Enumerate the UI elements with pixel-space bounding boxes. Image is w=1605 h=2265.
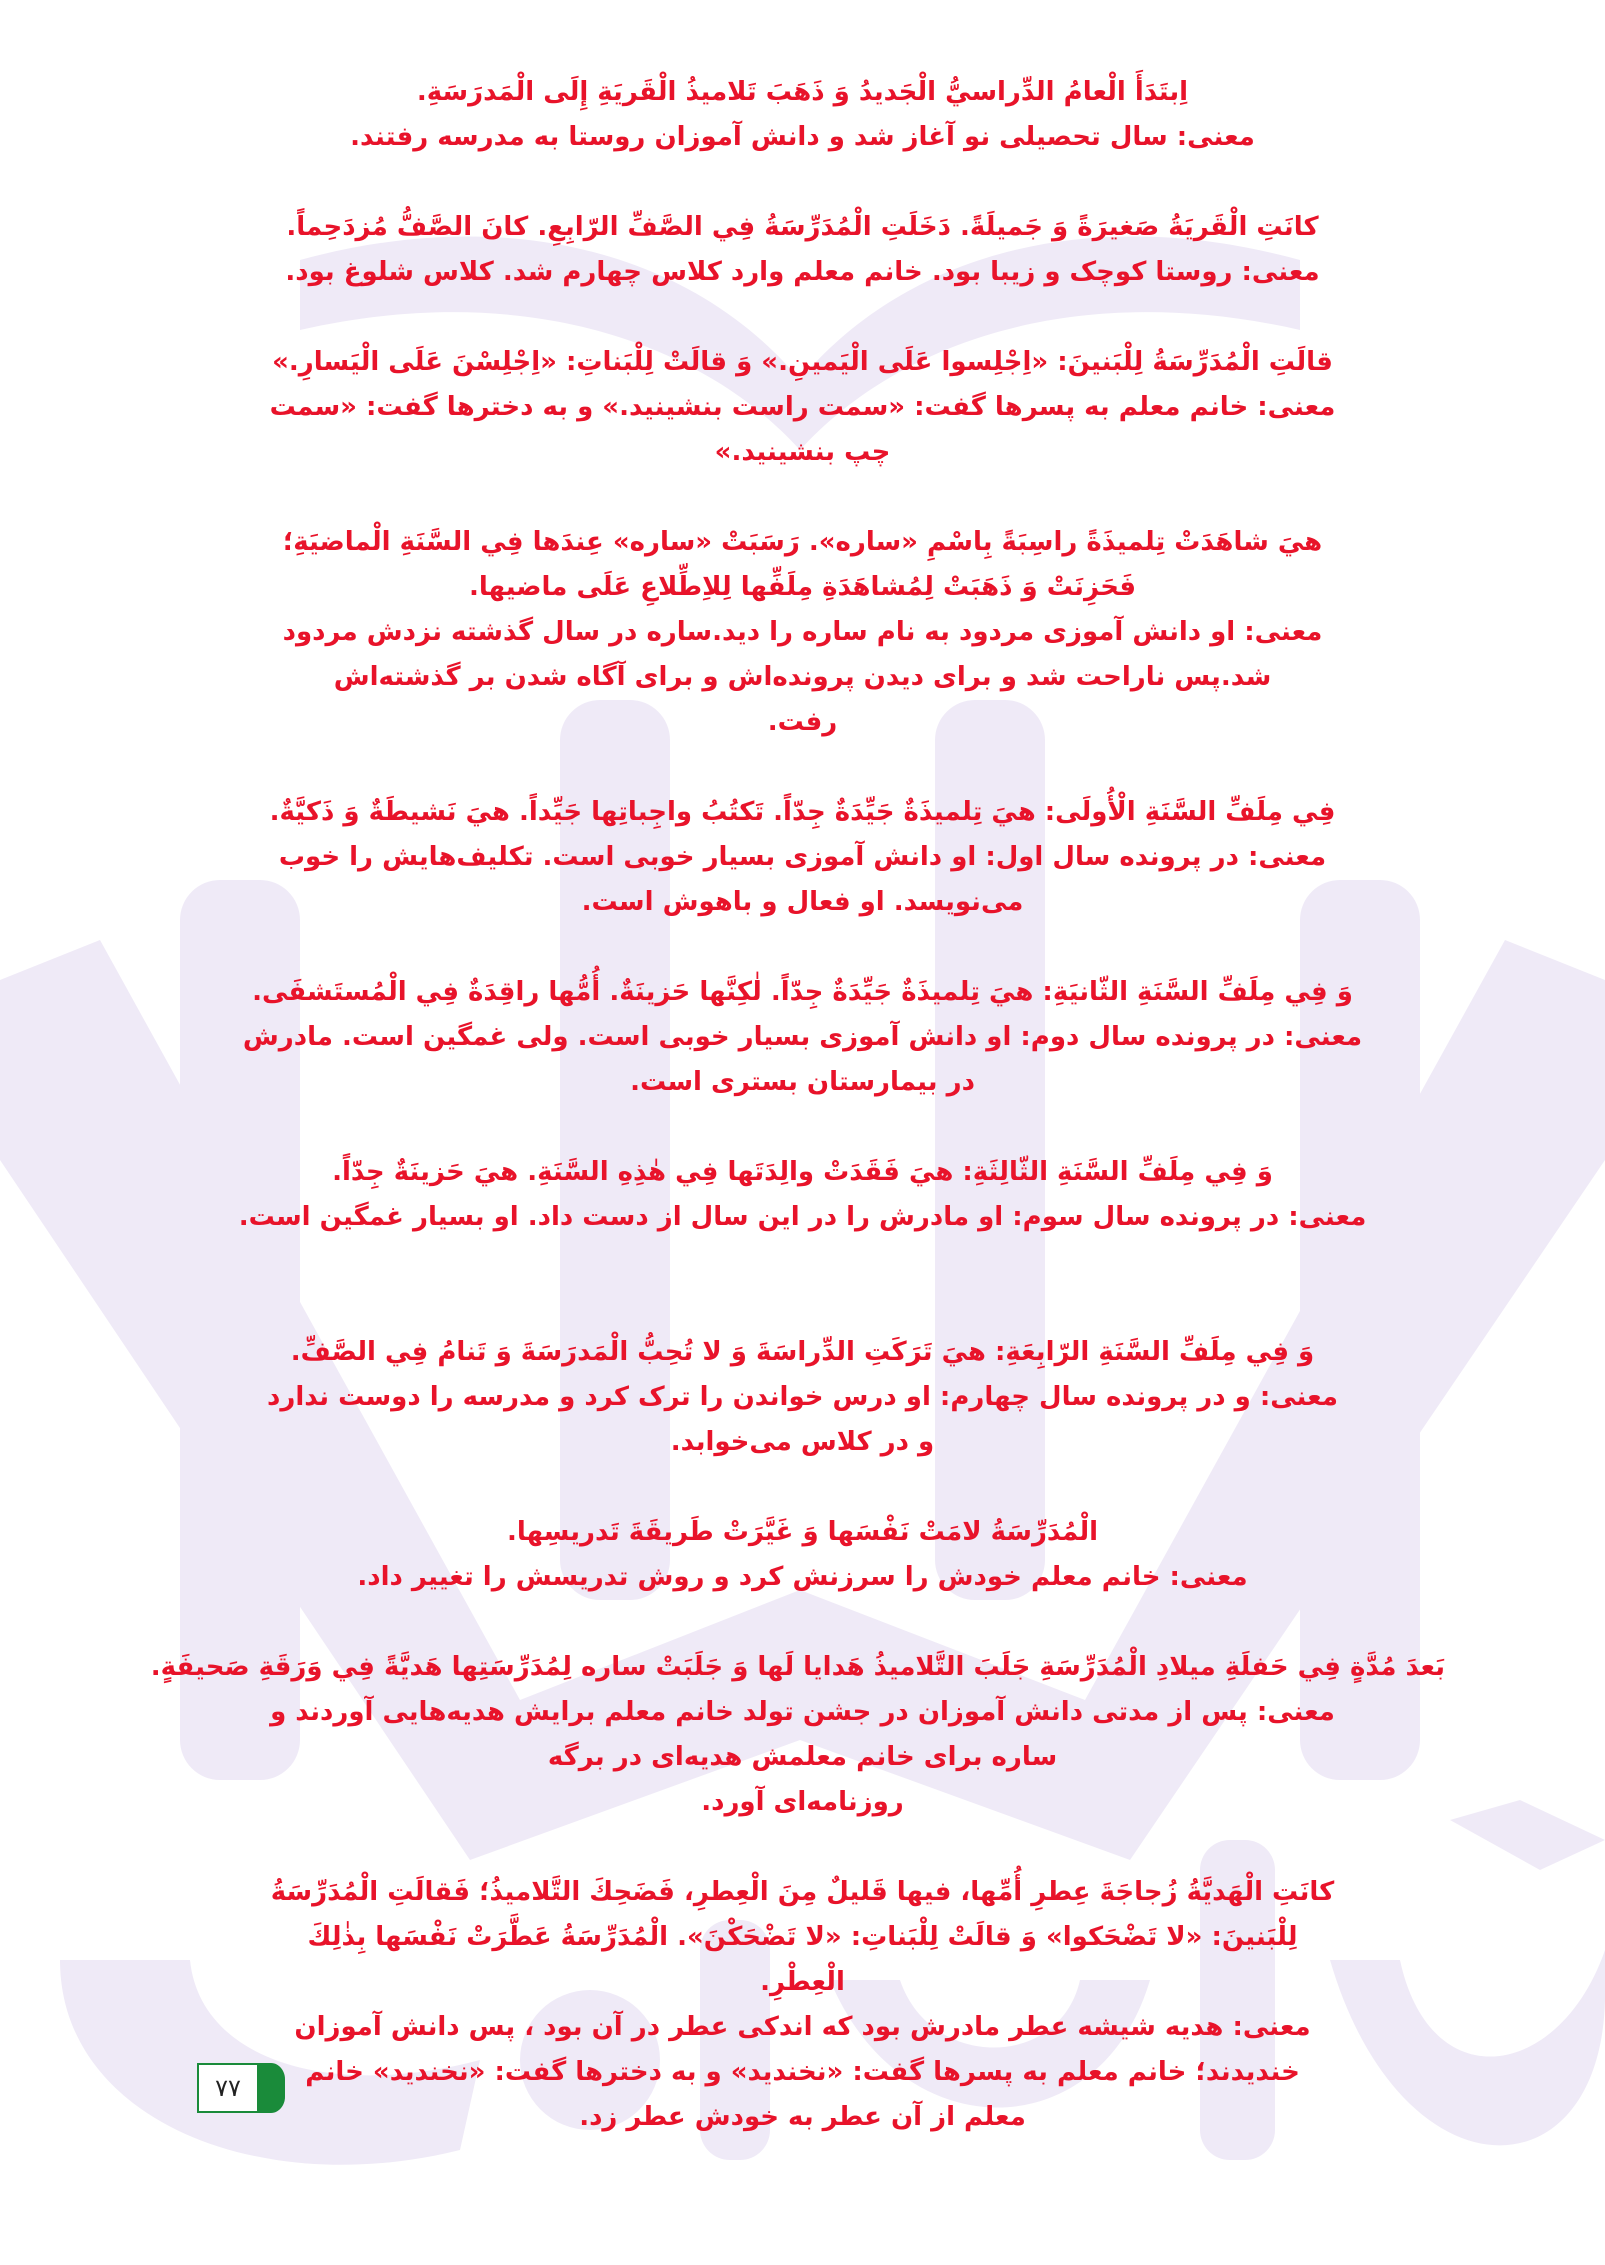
arabic-line: بَعدَ مُدَّةٍ فِي حَفلَةِ ميلادِ الْمُدَرِّسَةِ جَلَبَ التَّلاميذُ هَدايا لَها وَ جَلَبَتْ ساره لِمُدَرِّسَتِها هَديَّةً فِي وَرَقَةِ صَحيفَةٍ.: [150, 1652, 1445, 1682]
arabic-line: لِلْبَنينَ: «لا تَضْحَكوا» وَ قالَتْ لِلْبَناتِ: «لا تَضْحَكْنَ». الْمُدَرِّسَةُ عَطَّرَتْ نَفْسَها بِذٰلِكَ: [307, 1922, 1298, 1952]
passage-block-7: [160, 1150, 1445, 1240]
page-content: [150, 70, 1445, 2185]
arabic-line: وَ فِي مِلَفِّ السَّنَةِ الرّابِعَةِ: هيَ تَرَكَتِ الدِّراسَةَ وَ لا تُحِبُّ الْمَدرَسَةَ وَ تَنامُ فِي الصَّفِّ.: [290, 1337, 1315, 1367]
translation-line: و در کلاس می‌خوابد.: [670, 1427, 935, 1457]
arabic-line: الْمُدَرِّسَةُ لامَتْ نَفْسَها وَ غَيَّرَتْ طَريقَةَ تَدريسِها.: [506, 1517, 1099, 1547]
passage-block-3: [160, 340, 1445, 475]
passage-block-4: [160, 520, 1445, 745]
passage-block-10: [150, 1645, 1445, 1825]
translation-line: می‌نویسد. او فعال و باهوش است.: [581, 887, 1024, 917]
arabic-line: فَحَزِنَتْ وَ ذَهَبَتْ لِمُشاهَدَةِ مِلَفِّها لِلاِطِّلاعِ عَلَى ماضيها.: [469, 572, 1136, 602]
passage-block-8: [160, 1330, 1445, 1465]
arabic-line: وَ فِي مِلَفِّ السَّنَةِ الثّانيَةِ: هيَ تِلميذَةٌ جَيِّدَةٌ جِدّاً. لٰكِنَّها حَزينَةٌ. أُمُّها راقِدَةٌ فِي الْمُستَشفَى.: [252, 977, 1353, 1007]
arabic-line: فِي مِلَفِّ السَّنَةِ الْأُولَى: هيَ تِلميذَةٌ جَيِّدَةٌ جِدّاً. تَكتُبُ واجِباتِها جَيِّداً. هيَ نَشيطَةٌ وَ ذَكيَّةٌ.: [269, 797, 1336, 827]
translation-line: خندیدند؛ خانم معلم به پسرها گفت: «نخندید» و به دخترها گفت: «نخندید» خانم: [305, 2057, 1300, 2087]
passage-block-6: [160, 970, 1445, 1105]
translation-line: معنی: او دانش آموزی مردود به نام ساره را دید.ساره در سال گذشته نزدش مردود: [282, 617, 1323, 647]
page-number-badge: [197, 2063, 281, 2113]
passage-block-1: [160, 70, 1445, 160]
passage-block-9: [160, 1510, 1445, 1600]
translation-line: معنی: و در پرونده سال چهارم: او درس خواندن را ترک کرد و مدرسه را دوست ندارد: [267, 1382, 1338, 1412]
arabic-line: كانَتِ الْقَريَةُ صَغيرَةً وَ جَميلَةً. دَخَلَتِ الْمُدَرِّسَةُ فِي الصَّفِّ الرّابِعِ. كانَ الصَّفُّ مُزدَحِماً.: [286, 212, 1319, 242]
arabic-line: قالَتِ الْمُدَرِّسَةُ لِلْبَنينَ: «اِجْلِسوا عَلَى الْيَمينِ.» وَ قالَتْ لِلْبَناتِ: «اِجْلِسْنَ عَلَى الْيَسارِ.»: [272, 347, 1333, 377]
translation-line: رفت.: [767, 707, 838, 737]
translation-line: معنی: خانم معلم به پسرها گفت: «سمت راست بنشینید.» و به دخترها گفت: «سمت: [269, 392, 1336, 422]
passage-block-2: [160, 205, 1445, 295]
translation-line: معنی: پس از مدتی دانش آموزان در جشن تولد خانم معلم برایش هدیه‌هایی آوردند و: [270, 1697, 1335, 1727]
translation-line: معلم از آن عطر به خودش عطر زد.: [579, 2102, 1026, 2132]
arabic-line: كانَتِ الْهَديَّةُ زُجاجَةَ عِطرِ أُمِّها، فيها قَليلٌ مِنَ الْعِطرِ، فَضَحِكَ التَّلاميذُ؛ فَقالَتِ الْمُدَرِّسَةُ: [270, 1877, 1335, 1907]
translation-line: در بیمارستان بستری است.: [630, 1067, 975, 1097]
page-tab-icon: [257, 2063, 285, 2113]
translation-line: معنی: در پرونده سال سوم: او مادرش را در این سال از دست داد. او بسیار غمگین است.: [238, 1202, 1367, 1232]
translation-line: ساره برای خانم معلمش هدیه‌ای در برگه: [547, 1742, 1058, 1772]
translation-line: شد.پس ناراحت شد و برای دیدن پرونده‌اش و برای آگاه شدن بر گذشته‌اش: [333, 662, 1272, 692]
arabic-line: اِبتَدَأَ الْعامُ الدِّراسيُّ الْجَديدُ وَ ذَهَبَ تَلاميذُ الْقَريَةِ إِلَى الْمَدرَسَةِ.: [416, 77, 1189, 107]
translation-line: معنی: سال تحصیلی نو آغاز شد و دانش آموزان روستا به مدرسه رفتند.: [350, 122, 1255, 152]
passage-block-5: [160, 790, 1445, 925]
translation-line: معنی: در پرونده سال دوم: او دانش آموزی بسیار خوبی است. ولی غمگین است. مادرش: [242, 1022, 1363, 1052]
page-number: ۷۷: [197, 2063, 259, 2113]
translation-line: معنی: هدیه شیشه عطر مادرش بود که اندکی عطر در آن بود ، پس دانش آموزان: [294, 2012, 1311, 2042]
passage-block-11: [160, 1870, 1445, 2140]
translation-line: معنی: خانم معلم خودش را سرزنش کرد و روش تدریسش را تغییر داد.: [357, 1562, 1248, 1592]
translation-line: چپ بنشینید.»: [714, 437, 891, 467]
translation-line: معنی: در پرونده سال اول: او دانش آموزی بسیار خوبی است. تکلیف‌هایش را خوب: [278, 842, 1327, 872]
translation-line: معنی: روستا کوچک و زیبا بود. خانم معلم وارد کلاس چهارم شد. کلاس شلوغ بود.: [285, 257, 1320, 287]
translation-line: روزنامه‌ای آورد.: [701, 1787, 904, 1817]
arabic-line: وَ فِي مِلَفِّ السَّنَةِ الثّالِثَةِ: هيَ فَقَدَتْ والِدَتَها فِي هٰذِهِ السَّنَةِ. هيَ حَزينَةٌ جِدّاً.: [332, 1157, 1273, 1187]
arabic-line: هيَ شاهَدَتْ تِلميذَةً راسِبَةً بِاسْمِ «ساره». رَسَبَتْ «ساره» عِندَها فِي السَّنَةِ الْماضيَةِ؛: [282, 527, 1323, 557]
arabic-line: الْعِطْرِ.: [760, 1967, 845, 1997]
